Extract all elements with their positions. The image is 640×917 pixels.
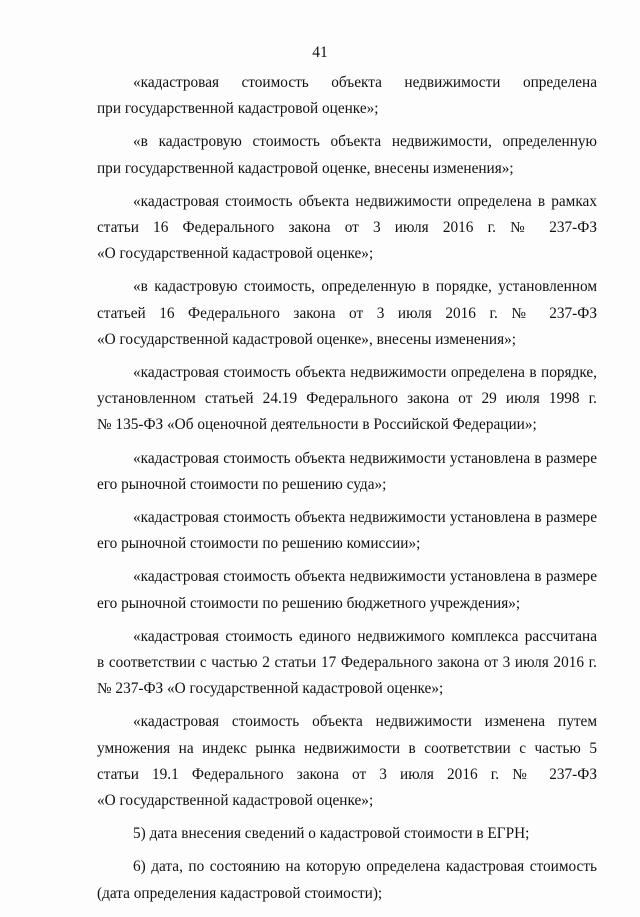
- page-number: 41: [312, 44, 328, 61]
- paragraph-line: при государственной кадастровой оценке, внесены изменения»;: [97, 159, 514, 177]
- paragraph-line: «кадастровая стоимость объекта недвижимости установлена в размере: [133, 509, 597, 527]
- paragraph: [97, 709, 597, 814]
- paragraph-line: умножения на индекс рынка недвижимости в соответствии с частью 5: [97, 739, 597, 757]
- paragraph-line: «кадастровая стоимость объекта недвижимости определена в рамках: [133, 192, 597, 210]
- paragraph-line: статьей 16 Федерального закона от 3 июля 2016 г. № 237-ФЗ: [97, 304, 597, 322]
- paragraph-line: «О государственной кадастровой оценке»;: [97, 792, 374, 810]
- paragraph-line: «кадастровая стоимость объекта недвижимости установлена в размере: [133, 568, 597, 586]
- paragraph-line: «кадастровая стоимость объекта недвижимости установлена в размере: [133, 449, 597, 467]
- paragraph-line: «в кадастровую стоимость, определенную в порядке, установленном: [133, 278, 597, 296]
- paragraph: [97, 274, 597, 353]
- paragraph-line: «О государственной кадастровой оценке»;: [97, 245, 374, 263]
- paragraph-line: «кадастровая стоимость объекта недвижимости определена в порядке,: [133, 364, 597, 382]
- paragraph: [97, 854, 597, 906]
- paragraph-line: «кадастровая стоимость объекта недвижимости изменена путем: [133, 713, 597, 731]
- paragraph: [97, 821, 597, 847]
- paragraph: [97, 360, 597, 439]
- paragraph-line: «кадастровая стоимость единого недвижимого комплекса рассчитана: [133, 627, 597, 645]
- paragraph-line: № 237-ФЗ «О государственной кадастровой оценке»;: [97, 680, 444, 698]
- paragraph: [97, 446, 597, 498]
- paragraph-line: установленном статьей 24.19 Федерального закона от 29 июля 1998 г.: [97, 390, 597, 408]
- paragraph-line: его рыночной стоимости по решению комиссии»;: [97, 535, 421, 553]
- document-body: [97, 70, 597, 914]
- paragraph-line: статьи 19.1 Федерального закона от 3 июля 2016 г. № 237-ФЗ: [97, 765, 597, 783]
- paragraph-line: в соответствии с частью 2 статьи 17 Федерального закона от 3 июля 2016 г.: [97, 654, 597, 672]
- paragraph-line: 6) дата, по состоянию на которую определена кадастровая стоимость: [133, 858, 597, 876]
- paragraph-line: его рыночной стоимости по решению суда»;: [97, 475, 387, 493]
- paragraph: [97, 505, 597, 557]
- paragraph: [97, 129, 597, 181]
- paragraph: [97, 624, 597, 703]
- paragraph-line: (дата определения кадастровой стоимости);: [97, 884, 383, 902]
- paragraph-line: его рыночной стоимости по решению бюджетного учреждения»;: [97, 594, 521, 612]
- paragraph-line: при государственной кадастровой оценке»;: [97, 100, 379, 118]
- paragraph: [97, 70, 597, 122]
- paragraph-line: «кадастровая стоимость объекта недвижимости определена: [133, 74, 597, 91]
- paragraph: [97, 189, 597, 268]
- paragraph-line: «О государственной кадастровой оценке», внесены изменения»;: [97, 330, 517, 348]
- paragraph-line: № 135-ФЗ «Об оценочной деятельности в Российской Федерации»;: [97, 416, 537, 434]
- paragraph-line: статьи 16 Федерального закона от 3 июля 2016 г. № 237-ФЗ: [97, 219, 597, 237]
- paragraph-line: 5) дата внесения сведений о кадастровой стоимости в ЕГРН;: [133, 825, 530, 843]
- paragraph: [97, 564, 597, 616]
- paragraph-line: «в кадастровую стоимость объекта недвижимости, определенную: [133, 133, 597, 151]
